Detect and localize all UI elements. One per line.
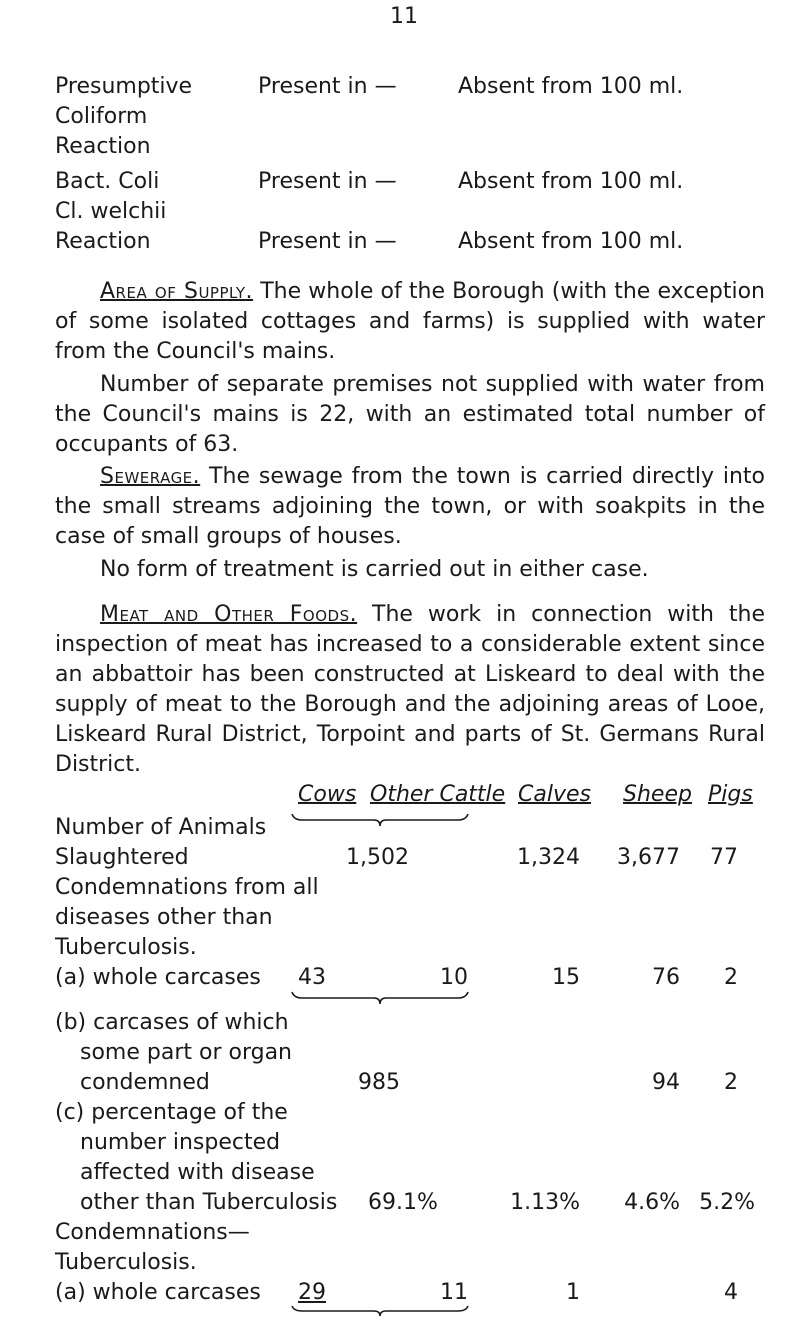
- slaughtered-pigs: 77: [710, 845, 738, 870]
- c-pct-label-4: other than Tuberculosis: [80, 1190, 338, 1215]
- test-3-name-line-2: Reaction: [55, 229, 151, 254]
- test-2-present: Present in —: [258, 169, 397, 194]
- a-whole-label: (a) whole carcases: [55, 965, 261, 990]
- cond-other-heading-1: Condemnations from all: [55, 875, 319, 900]
- test-1-present: Present in —: [258, 74, 397, 99]
- a-whole-calves: 15: [552, 965, 580, 990]
- premises-text: Number of separate premises not supplied with water from the Council's mains is 22, with an estimated total number of occupants of 63.: [55, 372, 765, 457]
- c-pct-label-3: affected with disease: [80, 1160, 315, 1185]
- slaughtered-label-1: Number of Animals: [55, 815, 267, 840]
- slaughtered-label-2: Slaughtered: [55, 845, 189, 870]
- column-header-sheep: Sheep: [623, 782, 692, 807]
- cattle-brace-a: [290, 990, 470, 1006]
- area-of-supply-text: The whole of the Borough (with the exception of some isolated cottages and farms) is supplied with water from the Council's mains.: [55, 279, 765, 364]
- test-3-present: Present in —: [258, 229, 397, 254]
- treatment-text: No form of treatment is carried out in either case.: [100, 557, 649, 582]
- sewerage-heading: Sewerage.: [100, 464, 201, 489]
- meat-text: The work in connection with the inspection of meat has increased to a considerable extent since an abbattoir has been constructed at Liskeard to deal with the supply of meat to the Borough and the adjoining areas of Looe, Liskeard Rural District, Torpoint and parts of St. Germans Rural District.: [55, 602, 765, 777]
- test-1-name-line-3: Reaction: [55, 134, 151, 159]
- test-1-name-line-2: Coliform: [55, 104, 148, 129]
- a-whole-sheep: 76: [652, 965, 680, 990]
- tb-a-calves: 1: [566, 1280, 580, 1305]
- test-2-name: Bact. Coli: [55, 169, 160, 194]
- column-header-cows: Cows: [298, 782, 357, 807]
- tb-a-other-cattle: 11: [440, 1280, 468, 1305]
- cattle-brace-tb: [290, 1304, 470, 1318]
- cond-other-heading-3: Tuberculosis.: [55, 935, 197, 960]
- premises-paragraph: [55, 370, 765, 460]
- a-whole-cows: 43: [298, 965, 326, 990]
- test-1-absent: Absent from 100 ml.: [458, 74, 684, 99]
- tb-a-label: (a) whole carcases: [55, 1280, 261, 1305]
- b-part-cattle: 985: [358, 1070, 400, 1095]
- c-pct-label-1: (c) percentage of the: [55, 1100, 288, 1125]
- column-header-other-cattle: Other Cattle: [370, 782, 506, 807]
- meat-section: [55, 600, 765, 780]
- area-of-supply-heading: Area of Supply.: [100, 279, 254, 304]
- c-pct-calves: 1.13%: [510, 1190, 580, 1215]
- cattle-brace-top: [290, 812, 470, 828]
- c-pct-label-2: number inspected: [80, 1130, 281, 1155]
- b-part-label-3: condemned: [80, 1070, 210, 1095]
- c-pct-sheep: 4.6%: [624, 1190, 680, 1215]
- column-header-pigs: Pigs: [708, 782, 753, 807]
- test-3-absent: Absent from 100 ml.: [458, 229, 684, 254]
- treatment-paragraph: [55, 555, 765, 585]
- b-part-label-2: some part or organ: [80, 1040, 292, 1065]
- a-whole-other-cattle: 10: [440, 965, 468, 990]
- test-3-name-line-1: Cl. welchii: [55, 199, 167, 224]
- area-of-supply-section: [55, 277, 765, 367]
- page-number: 11: [390, 4, 418, 29]
- cond-tb-heading-2: Tuberculosis.: [55, 1250, 197, 1275]
- tb-a-cows: 29: [298, 1280, 326, 1305]
- cond-tb-heading-1: Condemnations—: [55, 1220, 250, 1245]
- c-pct-cattle: 69.1%: [368, 1190, 438, 1215]
- cond-other-heading-2: diseases other than: [55, 905, 273, 930]
- test-2-absent: Absent from 100 ml.: [458, 169, 684, 194]
- b-part-sheep: 94: [652, 1070, 680, 1095]
- slaughtered-cattle: 1,502: [346, 845, 409, 870]
- slaughtered-sheep: 3,677: [617, 845, 680, 870]
- meat-heading: Meat and Other Foods.: [100, 602, 358, 627]
- c-pct-pigs: 5.2%: [699, 1190, 755, 1215]
- column-header-calves: Calves: [518, 782, 591, 807]
- slaughtered-calves: 1,324: [517, 845, 580, 870]
- a-whole-pigs: 2: [724, 965, 738, 990]
- sewerage-text: The sewage from the town is carried directly into the small streams adjoining the town, or with soakpits in the case of small groups of houses.: [55, 464, 765, 549]
- sewerage-section: [55, 462, 765, 552]
- tb-a-pigs: 4: [724, 1280, 738, 1305]
- b-part-pigs: 2: [724, 1070, 738, 1095]
- test-1-name-line-1: Presumptive: [55, 74, 193, 99]
- b-part-label-1: (b) carcases of which: [55, 1010, 289, 1035]
